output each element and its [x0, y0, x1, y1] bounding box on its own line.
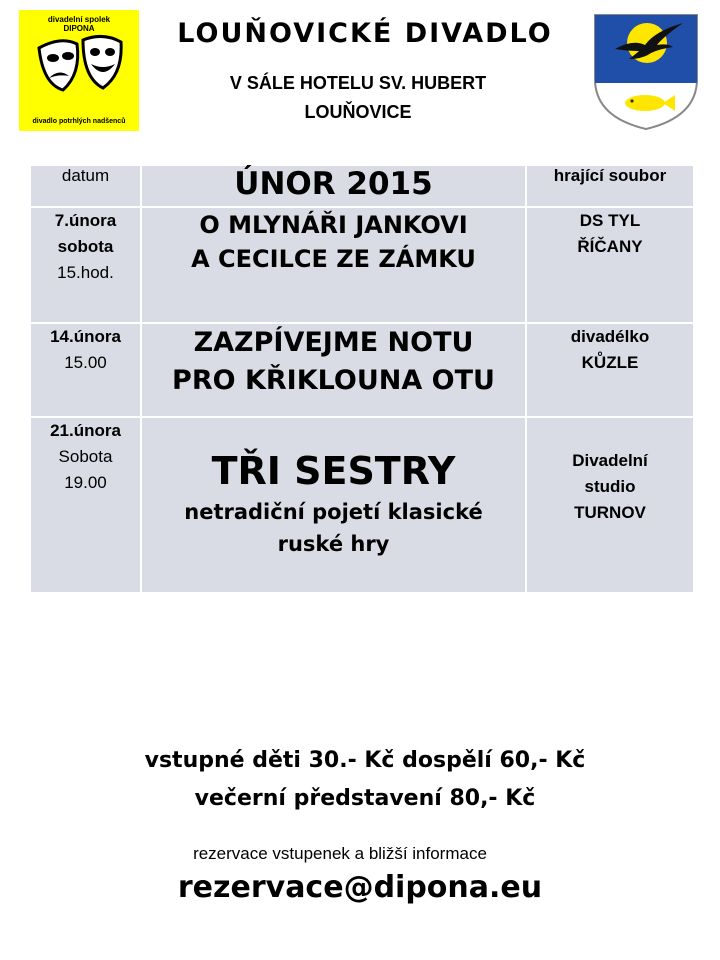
table-row — [31, 418, 693, 594]
coat-of-arms-icon — [593, 13, 699, 131]
venue-line1: V SÁLE HOTELU SV. HUBERT — [229, 73, 487, 93]
row2-ensemble-line1: divadélko — [570, 327, 650, 346]
row3-date — [31, 418, 142, 594]
logo-line1: divadelní spolek — [47, 15, 111, 24]
row1-ensemble — [527, 208, 693, 324]
row1-date-line3: 15.hod. — [57, 263, 114, 282]
row3-date-line2: Sobota — [58, 447, 113, 466]
header-ensemble: hrající soubor — [527, 166, 693, 208]
row2-title-line2: PRO KŘIKLOUNA OTU — [172, 365, 495, 396]
reservation-info: rezervace vstupenek a bližší informace — [193, 844, 487, 863]
page-title: LOUŇOVICKÉ DIVADLO — [177, 18, 553, 49]
dipona-logo — [19, 10, 139, 131]
logo-motto: divadlo potrhlých nadšenců — [32, 118, 126, 125]
venue-line2: LOUŇOVICE — [304, 102, 412, 122]
row1-date — [31, 208, 142, 324]
table-header-row — [31, 166, 693, 208]
schedule-table — [31, 166, 693, 594]
row1-title — [142, 208, 527, 324]
logo-line2: DIPONA — [63, 24, 95, 33]
row3-ensemble-line2: studio — [584, 477, 636, 496]
row3-title — [142, 418, 527, 594]
row2-ensemble — [527, 324, 693, 418]
row3-subtitle-line2: ruské hry — [277, 532, 390, 556]
row3-title-main: TŘI SESTRY — [211, 449, 456, 493]
price-line1: vstupné děti 30.- Kč dospělí 60,- Kč — [144, 748, 586, 773]
table-row — [31, 324, 693, 418]
row1-title-line2: A CECILCE ZE ZÁMKU — [191, 245, 476, 273]
row1-ensemble-line1: DS TYL — [579, 211, 641, 230]
row3-ensemble-line3: TURNOV — [574, 503, 646, 522]
header-month: ÚNOR 2015 — [142, 166, 527, 208]
price-line2: večerní představení 80,- Kč — [194, 786, 536, 811]
row3-date-line1: 21.února — [50, 421, 121, 440]
row2-ensemble-line2: KŮZLE — [581, 353, 639, 372]
row2-date — [31, 324, 142, 418]
table-row — [31, 208, 693, 324]
row1-date-line2: sobota — [57, 237, 114, 256]
row1-date-line1: 7.února — [54, 211, 117, 230]
row2-date-line1: 14.února — [50, 327, 121, 346]
row2-title-line1: ZAZPÍVEJME NOTU — [193, 327, 474, 358]
row2-title — [142, 324, 527, 418]
row3-ensemble-line1: Divadelní — [572, 451, 648, 470]
row2-date-line2: 15.00 — [64, 353, 107, 372]
reservation-email: rezervace@dipona.eu — [177, 870, 543, 905]
row3-date-line3: 19.00 — [64, 473, 107, 492]
logo-text — [19, 15, 139, 33]
row1-title-line1: O MLYNÁŘI JANKOVI — [199, 211, 468, 239]
row1-ensemble-line2: ŘÍČANY — [577, 237, 643, 256]
theatre-masks-icon — [31, 34, 127, 106]
row3-subtitle-line1: netradiční pojetí klasické — [184, 500, 483, 524]
header-date: datum — [31, 166, 142, 208]
row3-ensemble — [527, 418, 693, 594]
